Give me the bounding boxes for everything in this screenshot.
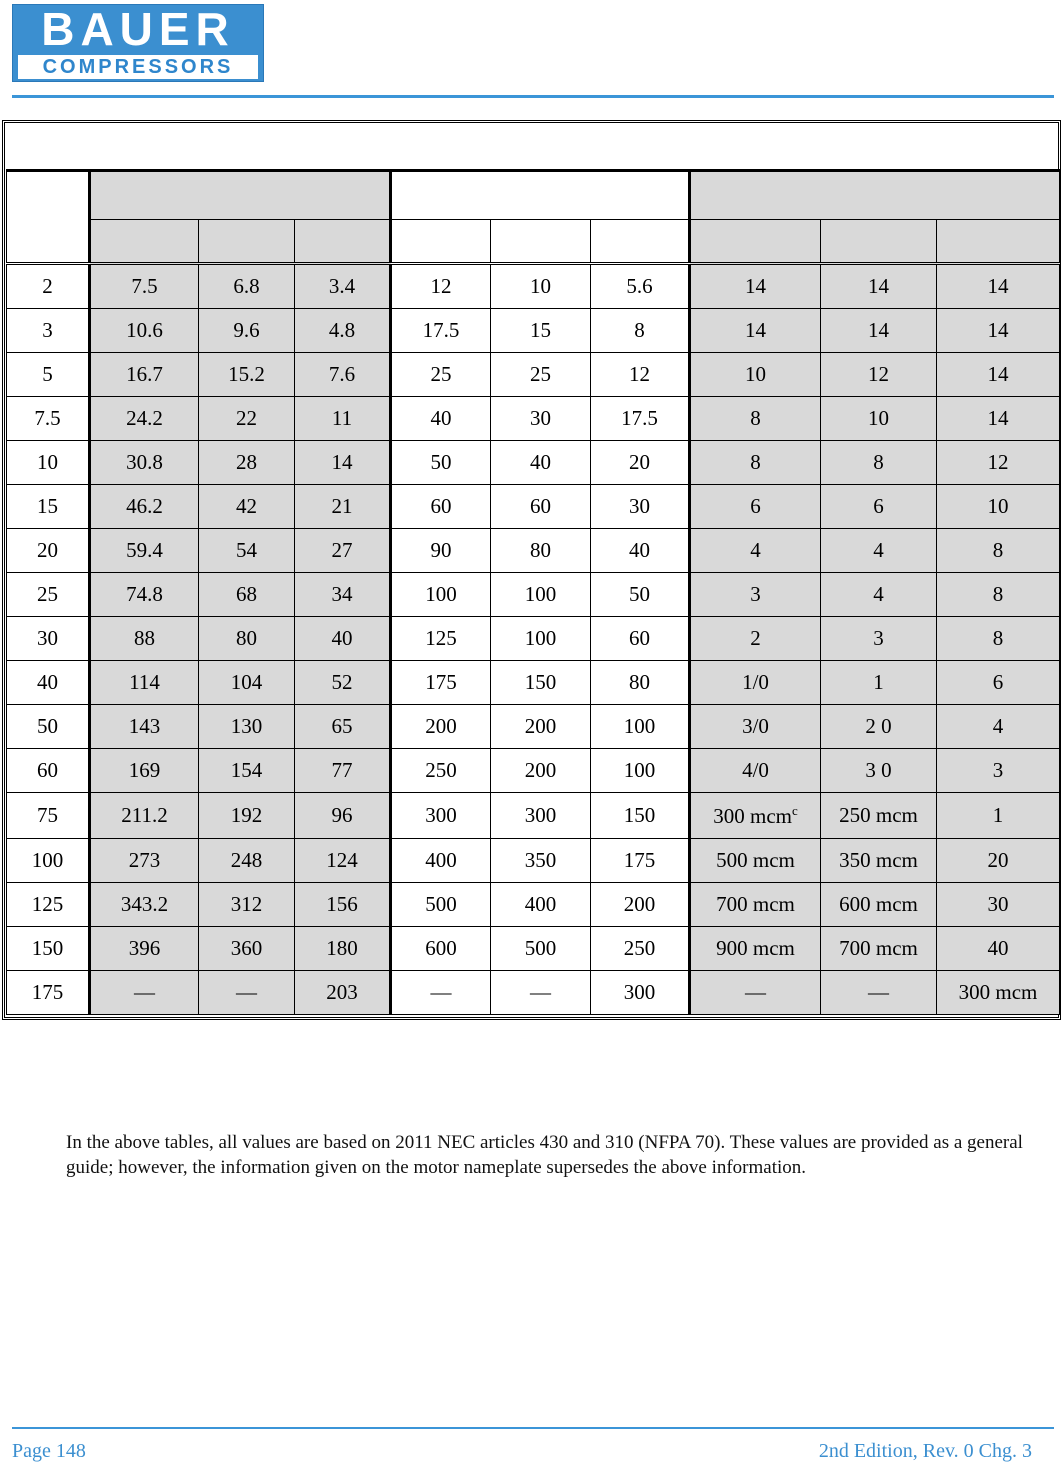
table-cell: 6: [690, 485, 821, 529]
table-cell: 100: [391, 573, 491, 617]
table-cell: 80: [591, 661, 690, 705]
table-cell: 11: [295, 397, 391, 441]
table-cell: 34: [295, 573, 391, 617]
table-cell: 500 mcm: [690, 839, 821, 883]
table-cell: 2: [690, 617, 821, 661]
table-cell: 300 mcm$^c$: [690, 793, 821, 839]
hp-cell: 100: [7, 839, 90, 883]
hp-cell: 75: [7, 793, 90, 839]
table-cell: 40: [391, 397, 491, 441]
table-cell: 3/0: [690, 705, 821, 749]
table-cell: 180: [295, 927, 391, 971]
table-row: [7, 441, 1060, 485]
table-cell: 400: [391, 839, 491, 883]
table-cell: 3 0: [821, 749, 937, 793]
table-cell: 200: [591, 883, 690, 927]
table-cell: 17.5: [391, 309, 491, 353]
table-cell: 273: [90, 839, 199, 883]
table-cell: 10: [491, 264, 591, 309]
table-cell: 360: [199, 927, 295, 971]
table-cell: 14: [690, 309, 821, 353]
table-cell: 4: [690, 529, 821, 573]
table-cell: 3.4: [295, 264, 391, 309]
table-cell: 59.4: [90, 529, 199, 573]
table-cell: 42: [199, 485, 295, 529]
table-cell: 14: [295, 441, 391, 485]
table-cell: 68: [199, 573, 295, 617]
table-cell: 4: [821, 573, 937, 617]
table-cell: 200: [391, 705, 491, 749]
table-cell: 3: [937, 749, 1060, 793]
table-cell: 600 mcm: [821, 883, 937, 927]
hp-cell: 7.5: [7, 397, 90, 441]
table-row: [7, 839, 1060, 883]
table-cell: 52: [295, 661, 391, 705]
table-cell: 9.6: [199, 309, 295, 353]
table-cell: 400: [491, 883, 591, 927]
table-cell: 40: [295, 617, 391, 661]
table-row: [7, 793, 1060, 839]
hp-cell: 20: [7, 529, 90, 573]
table-cell: 350: [491, 839, 591, 883]
table-cell: 150: [591, 793, 690, 839]
table-row: [7, 309, 1060, 353]
table-cell: 203: [295, 971, 391, 1015]
table-cell: 12: [821, 353, 937, 397]
table-cell: 350 mcm: [821, 839, 937, 883]
table-cell: 8: [591, 309, 690, 353]
table-cell: 50: [391, 441, 491, 485]
table-cell: 100: [491, 573, 591, 617]
table-cell: 700 mcm: [690, 883, 821, 927]
table-cell: —: [821, 971, 937, 1015]
hp-cell: 15: [7, 485, 90, 529]
table-cell: 600: [391, 927, 491, 971]
table-cell: 175: [391, 661, 491, 705]
table-cell: 46.2: [90, 485, 199, 529]
table-cell: 124: [295, 839, 391, 883]
table-cell: —: [690, 971, 821, 1015]
table-cell: 90: [391, 529, 491, 573]
table-cell: 88: [90, 617, 199, 661]
table-cell: 60: [391, 485, 491, 529]
table-cell: 1/0: [690, 661, 821, 705]
table-cell: 5.6: [591, 264, 690, 309]
table-cell: —: [90, 971, 199, 1015]
table-cell: 6: [937, 661, 1060, 705]
hp-cell: 2: [7, 264, 90, 309]
table-cell: 192: [199, 793, 295, 839]
table-cell: 30: [491, 397, 591, 441]
table-cell: 24.2: [90, 397, 199, 441]
table-cell: 300 mcm: [937, 971, 1060, 1015]
table-cell: 200: [491, 749, 591, 793]
table-cell: 40: [591, 529, 690, 573]
table-subheader-row: [7, 220, 1060, 264]
table-cell: 211.2: [90, 793, 199, 839]
table-cell: 50: [591, 573, 690, 617]
table-cell: 96: [295, 793, 391, 839]
table-cell: 10: [937, 485, 1060, 529]
table-cell: 14: [690, 264, 821, 309]
table-cell: 8: [821, 441, 937, 485]
table-cell: 250: [391, 749, 491, 793]
table-cell: 60: [491, 485, 591, 529]
table-cell: 25: [491, 353, 591, 397]
table-row: [7, 661, 1060, 705]
group-header-1: [90, 171, 391, 220]
table-cell: 343.2: [90, 883, 199, 927]
table-title-row: [7, 123, 1060, 171]
table-cell: 2 0: [821, 705, 937, 749]
table-cell: 14: [937, 397, 1060, 441]
hp-cell: 60: [7, 749, 90, 793]
table-cell: —: [199, 971, 295, 1015]
table-cell: 16.7: [90, 353, 199, 397]
table-cell: 900 mcm: [690, 927, 821, 971]
table-cell: 60: [591, 617, 690, 661]
table-row: [7, 927, 1060, 971]
header-rule: [12, 95, 1054, 98]
table-cell: —: [491, 971, 591, 1015]
hp-cell: 50: [7, 705, 90, 749]
table-cell: 30: [591, 485, 690, 529]
bauer-logo: [12, 4, 264, 82]
table-cell: 250: [591, 927, 690, 971]
table-cell: 10: [821, 397, 937, 441]
table-cell: 14: [937, 309, 1060, 353]
table-row: [7, 573, 1060, 617]
table-cell: 12: [591, 353, 690, 397]
table-cell: 17.5: [591, 397, 690, 441]
table-cell: 700 mcm: [821, 927, 937, 971]
table-cell: 8: [937, 617, 1060, 661]
table-cell: 6: [821, 485, 937, 529]
table-cell: 1: [821, 661, 937, 705]
table-cell: 8: [690, 441, 821, 485]
table-cell: 100: [591, 705, 690, 749]
group-header-3: [690, 171, 1060, 220]
table-cell: 22: [199, 397, 295, 441]
table-cell: 25: [391, 353, 491, 397]
table-cell: 200: [491, 705, 591, 749]
table-cell: 154: [199, 749, 295, 793]
logo-wordmark: BAUER: [41, 3, 235, 55]
table-cell: 125: [391, 617, 491, 661]
table-cell: 143: [90, 705, 199, 749]
edition-label: 2nd Edition, Rev. 0 Chg. 3: [818, 1440, 1032, 1462]
table-cell: 3: [690, 573, 821, 617]
logo-subtitle: COMPRESSORS: [18, 55, 258, 79]
table-row: [7, 617, 1060, 661]
table-cell: 114: [90, 661, 199, 705]
footnote-marker: c: [791, 802, 798, 818]
table-cell: 7.6: [295, 353, 391, 397]
table-cell: 500: [491, 927, 591, 971]
hp-cell: 150: [7, 927, 90, 971]
table-row: [7, 883, 1060, 927]
table-cell: 21: [295, 485, 391, 529]
table-cell: 100: [491, 617, 591, 661]
table-note: In the above tables, all values are based on 2011 NEC articles 430 and 310 (NFPA 70). These values are provided as a general guide; however, the information given on the motor nameplate supersedes the above information.: [66, 1132, 1023, 1178]
table-cell: 20: [591, 441, 690, 485]
table-cell: 396: [90, 927, 199, 971]
table-cell: 14: [937, 353, 1060, 397]
table-cell: 1: [937, 793, 1060, 839]
table-cell: 40: [491, 441, 591, 485]
table-cell: 150: [491, 661, 591, 705]
table-cell: 80: [491, 529, 591, 573]
table-cell: 300: [491, 793, 591, 839]
table-cell: 54: [199, 529, 295, 573]
page-number: Page 148: [12, 1440, 86, 1462]
table-row: [7, 264, 1060, 309]
table-cell: —: [391, 971, 491, 1015]
table-cell: 8: [690, 397, 821, 441]
table-cell: 104: [199, 661, 295, 705]
table-cell: 8: [937, 573, 1060, 617]
table-row: [7, 705, 1060, 749]
table-row: [7, 485, 1060, 529]
table-cell: 300: [391, 793, 491, 839]
hp-cell: 5: [7, 353, 90, 397]
table-cell: 248: [199, 839, 295, 883]
table-cell: 14: [937, 264, 1060, 309]
hp-cell: 30: [7, 617, 90, 661]
table-cell: 300: [591, 971, 690, 1015]
table-cell: 30.8: [90, 441, 199, 485]
hp-cell: 25: [7, 573, 90, 617]
table-cell: 3: [821, 617, 937, 661]
table-row: [7, 353, 1060, 397]
hp-cell: 10: [7, 441, 90, 485]
wire-size-table: [6, 123, 1060, 1015]
hp-cell: 3: [7, 309, 90, 353]
table-cell: 15.2: [199, 353, 295, 397]
table-cell: 10.6: [90, 309, 199, 353]
table-cell: 130: [199, 705, 295, 749]
table-cell: 20: [937, 839, 1060, 883]
table-cell: 74.8: [90, 573, 199, 617]
table-cell: 6.8: [199, 264, 295, 309]
table-cell: 40: [937, 927, 1060, 971]
table-cell: 175: [591, 839, 690, 883]
hp-cell: 40: [7, 661, 90, 705]
table-row: [7, 397, 1060, 441]
footer-rule: [12, 1427, 1054, 1429]
table-cell: 30: [937, 883, 1060, 927]
table-cell: 65: [295, 705, 391, 749]
table-cell: 80: [199, 617, 295, 661]
table-cell: 250 mcm: [821, 793, 937, 839]
table-cell: 12: [391, 264, 491, 309]
table-cell: 28: [199, 441, 295, 485]
table-cell: 100: [591, 749, 690, 793]
table-cell: 12: [937, 441, 1060, 485]
table-cell: 8: [937, 529, 1060, 573]
table-cell: 27: [295, 529, 391, 573]
table-cell: 77: [295, 749, 391, 793]
table-cell: 4.8: [295, 309, 391, 353]
table-cell: 10: [690, 353, 821, 397]
hp-cell: 175: [7, 971, 90, 1015]
table-cell: 156: [295, 883, 391, 927]
table-cell: 14: [821, 264, 937, 309]
table-cell: 4: [821, 529, 937, 573]
table-cell: 4: [937, 705, 1060, 749]
table-cell: 500: [391, 883, 491, 927]
table-row: [7, 529, 1060, 573]
table-group-header-row: [7, 171, 1060, 220]
table-cell: 15: [491, 309, 591, 353]
hp-cell: 125: [7, 883, 90, 927]
table-cell: 7.5: [90, 264, 199, 309]
table-cell: 169: [90, 749, 199, 793]
group-header-2: [391, 171, 690, 220]
table-row: [7, 971, 1060, 1015]
table-row: [7, 749, 1060, 793]
table-cell: 14: [821, 309, 937, 353]
table-cell: 312: [199, 883, 295, 927]
table-cell: 4/0: [690, 749, 821, 793]
